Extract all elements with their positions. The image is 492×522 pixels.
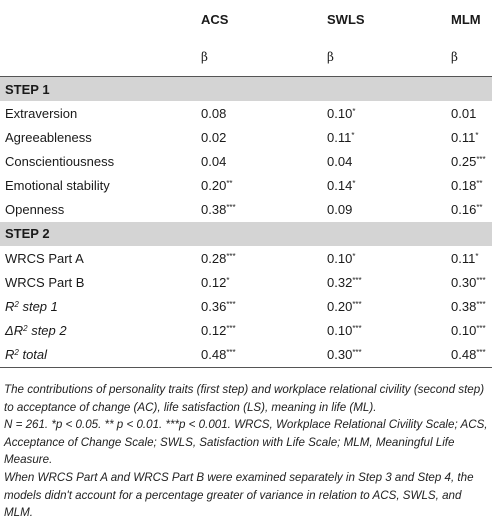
value-cell-mlm: 0.10*** [451,323,486,339]
value-cell-swls: 0.30*** [322,343,446,368]
value-cell-swls: 0.10* [327,105,356,121]
value-cell-acs: 0.12*** [201,323,236,339]
beta-cell-swls: β [322,38,446,77]
row-label-suffix: step 1 [18,298,58,314]
significance-marker: * [226,275,230,285]
table-row [0,319,492,343]
note-steps: When WRCS Part A and WRCS Part B were examined separately in Step 3 and Step 4, the models didn't account for a percentage greater of variance in relation to ACS, SWLS, and MLM. [4,470,474,520]
row-label-symbol: R [5,298,15,314]
note-caption: The contributions of personality traits (first step) and workplace relational civility (second step) to acceptance of change (AC), life satisfaction (LS), meaning in life (ML). [4,383,485,414]
row-label-suffix: step 2 [27,323,67,339]
row-label: WRCS Part B [5,274,85,290]
beta-cell-0 [0,38,196,77]
table-row [0,125,492,149]
value-cell-mlm: 0.38*** [451,298,486,314]
significance-marker: *** [476,275,486,285]
value-cell-acs: 0.20** [201,178,233,194]
row-label [0,294,196,318]
value-cell-mlm: 0.16** [451,202,483,218]
row-label-superscript: 2 [14,348,19,358]
significance-marker: ** [476,203,483,213]
value-cell-swls: 0.09 [327,202,353,218]
table-row [0,174,492,198]
value-cell-swls: 0.32*** [327,274,362,290]
significance-marker: *** [226,299,236,309]
significance-marker: *** [352,348,362,358]
significance-marker: * [475,130,479,140]
value-cell-swls: 0.04 [327,153,353,169]
significance-marker: ** [226,179,233,189]
value-cell-swls: 0.10*** [327,323,362,339]
header-cell-mlm: MLM [451,11,481,27]
value-cell-mlm: 0.18** [451,178,483,194]
step-label: STEP 1 [0,77,492,102]
row-label [0,319,196,343]
row-label: WRCS Part A [5,250,84,266]
value-cell-swls: 0.14* [327,178,356,194]
row-label-suffix: total [18,347,48,363]
value-cell-mlm: 0.48*** [446,343,492,368]
significance-marker: *** [476,154,486,164]
value-cell-acs: 0.04 [201,153,227,169]
value-cell-acs: 0.28*** [201,250,236,266]
row-label-superscript: 2 [14,299,19,309]
value-cell-swls: 0.10* [327,250,356,266]
significance-marker: *** [352,275,362,285]
row-label-symbol: ΔR [5,323,24,339]
significance-marker: * [352,179,356,189]
column-header-row [0,0,492,38]
value-cell-mlm: 0.25*** [451,153,486,169]
value-cell-acs: 0.02 [201,129,227,145]
value-cell-acs: 0.38*** [201,202,236,218]
value-cell-mlm: 0.30*** [451,274,486,290]
significance-marker: *** [476,324,486,334]
value-cell-mlm: 0.01 [451,105,477,121]
significance-marker: ** [476,179,483,189]
value-cell-acs: 0.08 [201,105,227,121]
table-row [0,270,492,294]
step-header-row [0,77,492,102]
step-header-row [0,222,492,246]
table-row [0,294,492,318]
value-cell-acs: 0.12* [201,274,230,290]
significance-marker: *** [226,251,236,261]
table-row [0,198,492,222]
row-label: Agreeableness [5,129,92,145]
value-cell-swls: 0.11* [327,129,355,145]
value-cell-swls: 0.20*** [327,298,362,314]
header-cell-0 [0,0,196,38]
row-label: Emotional stability [5,178,110,194]
value-cell-mlm: 0.11* [451,250,479,266]
significance-marker: * [352,251,356,261]
table-row [0,149,492,173]
row-label [0,343,196,368]
significance-marker: *** [226,324,236,334]
beta-header-row [0,38,492,77]
beta-cell-mlm: β [446,38,492,77]
significance-marker: *** [226,348,236,358]
significance-marker: *** [476,348,486,358]
table-body [0,77,492,368]
header-cell-acs: ACS [201,11,229,27]
beta-cell-acs: β [196,38,322,77]
significance-marker: * [351,130,355,140]
significance-marker: *** [226,203,236,213]
row-label-superscript: 2 [23,324,28,334]
header-cell-swls: SWLS [327,11,365,27]
table-notes [4,381,488,522]
step-label: STEP 2 [0,222,492,246]
table-row [0,343,492,368]
value-cell-acs: 0.36*** [201,298,236,314]
significance-marker: *** [476,299,486,309]
significance-marker: * [475,251,479,261]
significance-marker: *** [352,324,362,334]
value-cell-mlm: 0.11* [451,129,479,145]
row-label-symbol: R [5,347,15,363]
row-label: Conscientiousness [5,153,115,169]
value-cell-acs: 0.48*** [196,343,322,368]
row-label: Extraversion [5,105,78,121]
significance-marker: *** [352,299,362,309]
note-abbreviations: N = 261. *p < 0.05. ** p < 0.01. ***p < 0.001. WRCS, Workplace Relational Civility Scale; ACS, Acceptance of Change Scale; SWLS, Satisfaction with Life Scale; MLM, Meaningful Life Measure. [4,418,488,467]
table-row [0,101,492,125]
row-label: Openness [5,202,65,218]
table-row [0,246,492,270]
significance-marker: * [352,106,356,116]
